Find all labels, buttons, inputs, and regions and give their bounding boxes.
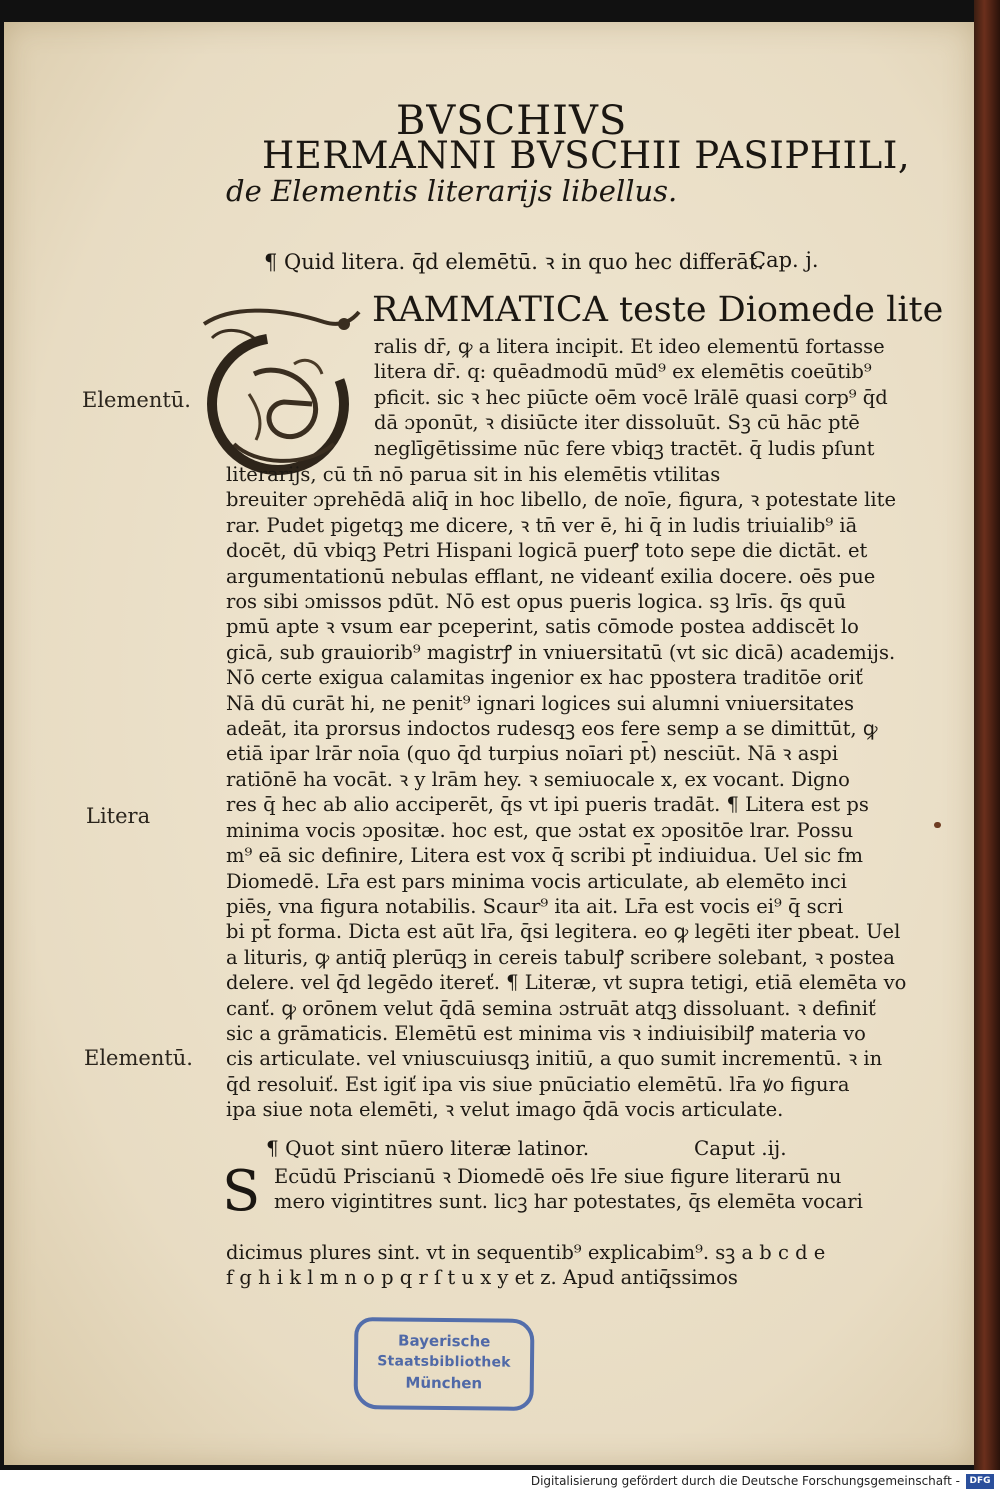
footer-bar bbox=[0, 1470, 1000, 1494]
title-line-1: BVSCHIVS bbox=[396, 98, 628, 144]
margin-note-1: Elementū. bbox=[82, 388, 191, 412]
text-line: delere. vel q̄d legēdo itereť. ¶ Literæ, vt supra tetigi, etiā elemēta vo bbox=[226, 971, 907, 995]
title-line-2: HERMANNI BVSCHII PASIPHILI, bbox=[262, 134, 911, 177]
library-stamp bbox=[354, 1317, 535, 1411]
text-line: neglīgētissime nūc fere vbiqꝫ tractēt. q̄ ludis pſunt bbox=[374, 436, 875, 460]
text-line: ratiōnē ha vocāt. ꝛ y lrām hey. ꝛ semiuocale x, ex vocant. Digno bbox=[226, 767, 850, 791]
text-line: adeāt, ita prorsus indoctos rudesqꝫ eos fere semp a se dimittūt, ꝙ bbox=[226, 717, 878, 741]
stamp-line-1: Bayerische bbox=[398, 1331, 491, 1351]
text-line: mero vigintitres sunt. licꝫ har potestates, q̄s elemēta vocari bbox=[274, 1190, 863, 1214]
title-line-3: de Elementis literarijs libellus. bbox=[226, 174, 678, 208]
chapter-2-title: ¶ Quot sint nūero literæ latinor. bbox=[266, 1136, 590, 1160]
chapter-2-heading bbox=[266, 1136, 787, 1160]
book-spine bbox=[974, 0, 1000, 1470]
text-line: ralis dr̄, ꝙ a litera incipit. Et ideo elementū fortasse bbox=[374, 335, 885, 358]
text-line: dicimus plures sint. vt in sequentib⁹ explicabim⁹. sꝫ a b c d e bbox=[226, 1241, 826, 1264]
text-line: literarijs, cū tn̄ nō parua sit in his elemētis vtilitas bbox=[226, 463, 721, 486]
text-line: sic a grāmaticis. Elemētū est minima vis ꝛ indiuisibilꝭ materia vo bbox=[226, 1021, 866, 1045]
text-line: a lituris, ꝙ antiq̄ plerūqꝫ in cereis tabulꝭ scribere solebant, ꝛ postea bbox=[226, 945, 895, 969]
body-block-2 bbox=[226, 462, 906, 1123]
stamp-line-2: Staatsbibliothek bbox=[377, 1353, 511, 1371]
funding-notice: Digitalisierung gefördert durch die Deutsche Forschungsgemeinschaft - bbox=[530, 1474, 960, 1488]
margin-note-2: Litera bbox=[86, 804, 151, 828]
margin-note-3: Elementū. bbox=[84, 1046, 193, 1070]
text-line: dā ɔponūt, ꝛ disiūcte iter dissoluūt. Sꝫ cū hāc ptē bbox=[374, 411, 860, 435]
text-line: canť. ꝙ orōnem velut q̄dā semina ɔstruāt atqꝫ dissoluant. ꝛ definiť bbox=[226, 996, 876, 1020]
text-line: rar. Pudet pigetqꝫ me dicere, ꝛ tn̄ ver ē, hi q̄ in ludis triuialib⁹ iā bbox=[226, 513, 858, 537]
text-line: bi pt̄ forma. Dicta est aūt lr̄a, q̄si legitera. eo ꝙ legēti iter pbeat. Uel bbox=[226, 920, 901, 944]
text-line: docēt, dū vbiqꝫ Petri Hispani logicā puerꝭ toto sepe die dictāt. et bbox=[226, 539, 868, 563]
text-line: Diomedē. Lr̄a est pars minima vocis articulate, ab elemēto inci bbox=[226, 869, 847, 893]
chapter-1-heading bbox=[264, 248, 819, 276]
chapter-2-number: Caput .ij. bbox=[694, 1136, 787, 1160]
body-block-4 bbox=[226, 1240, 825, 1291]
text-line: cis articulate. vel vniuscuiusqꝫ initiū, a quo sumit incrementū. ꝛ in bbox=[226, 1047, 883, 1071]
text-line: pmū apte ꝛ vsum ear pceperint, satis cōmode postea addiscēt lo bbox=[226, 615, 859, 639]
text-line: etiā ipar lrār noīa (quo q̄d turpius noīari pt̄) nesciūt. Nā ꝛ aspi bbox=[226, 742, 839, 766]
text-line: breuiter ɔprehēdā aliq̄ in hoc libello, de noīe, figura, ꝛ potestate lite bbox=[226, 488, 897, 512]
chapter-1-title: ¶ Quid litera. q̄d elemētū. ꝛ in quo hec differāt. bbox=[264, 250, 765, 274]
dfg-logo-icon: DFG bbox=[966, 1474, 994, 1489]
decorated-initial-g-icon bbox=[194, 304, 362, 486]
text-line: f g h i k l m n o p q r ſ t u x y et z. Apud antiq̄ssimos bbox=[226, 1266, 738, 1290]
text-line: pficit. sic ꝛ hec piūcte oēm vocē lrālē quasi corp⁹ q̄d bbox=[374, 385, 888, 409]
text-line: q̄d resoluiť. Est igiť ipa vis siue pnūciatio elemētū. lr̄a ꝟo figura bbox=[226, 1072, 850, 1096]
stamp-line-3: München bbox=[405, 1373, 483, 1393]
text-line: m⁹ eā sic definire, Litera est vox q̄ scribi pt̄ indiuidua. Uel sic fm bbox=[226, 844, 864, 868]
text-line: Nō certe exigua calamitas ingenior ex hac ppostera traditōe oriť bbox=[226, 666, 863, 690]
text-line: ipa siue nota elemēti, ꝛ velut imago q̄dā vocis articulate. bbox=[226, 1098, 784, 1122]
body-block-3 bbox=[274, 1164, 863, 1215]
text-line: minima vocis ɔpositæ. hoc est, que ɔstat ex ɔpositōe lrar. Possu bbox=[226, 818, 854, 842]
book-page bbox=[4, 22, 974, 1465]
text-line: litera dr̄. q: quēadmodū mūd⁹ ex elemētis coeūtib⁹ bbox=[374, 360, 872, 384]
body-block-1 bbox=[374, 334, 888, 461]
incipit-text: RAMMATICA teste Diomede lite bbox=[372, 290, 944, 330]
initial-s: S bbox=[222, 1159, 261, 1224]
text-line: Ecūdū Priscianū ꝛ Diomedē oēs lr̄e siue figure literarū nu bbox=[274, 1165, 842, 1188]
ink-spot bbox=[934, 822, 941, 828]
text-line: piēs, vna figura notabilis. Scaur⁹ ita ait. Lr̄a est vocis ei⁹ q̄ scri bbox=[226, 894, 844, 918]
text-line: Nā dū curāt hi, ne penit⁹ ignari logices sui alumni vniuersitates bbox=[226, 691, 854, 715]
text-line: gicā, sub grauiorib⁹ magistrꝭ in vniuersitatū (vt sic dicā) academijs. bbox=[226, 640, 896, 664]
chapter-1-number: Cap. j. bbox=[750, 248, 819, 272]
text-line: res q̄ hec ab alio acciperēt, q̄s vt ipi pueris tradāt. ¶ Litera est ps bbox=[226, 793, 869, 817]
text-line: argumentationū nebulas efflant, ne videanť exilia docere. oēs pue bbox=[226, 564, 876, 588]
text-line: ros sibi ɔmissos pdūt. Nō est opus pueris logica. sꝫ lrīs. q̄s quū bbox=[226, 590, 847, 614]
